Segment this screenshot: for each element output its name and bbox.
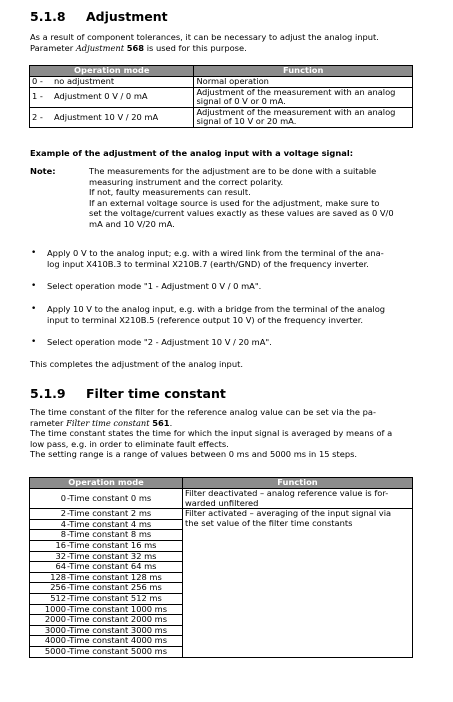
bullet-dot-icon: •	[31, 281, 37, 291]
table-row	[30, 87, 413, 107]
mode-code: 64	[55, 561, 67, 572]
mode-cell	[30, 636, 183, 647]
bullet-item	[0, 248, 453, 270]
note-line: If not, faulty measurements can result.	[89, 187, 251, 198]
bullet-item	[0, 337, 453, 349]
header-operation-mode: Operation mode	[30, 478, 183, 489]
function-cell-deactivated	[183, 489, 413, 509]
mode-label: -Time constant 0 ms	[67, 492, 152, 503]
mode-cell	[30, 572, 183, 583]
function-cell	[194, 107, 413, 127]
bullet-text	[47, 337, 413, 348]
text-fragment: .	[169, 417, 173, 428]
mode-label: -Time constant 8 ms	[67, 529, 152, 540]
mode-code: 0	[60, 492, 67, 503]
table-header-row	[30, 66, 413, 77]
header-function: Function	[194, 66, 413, 77]
parameter-number: 568	[126, 42, 145, 53]
table-row	[30, 107, 413, 127]
mode-label: -Time constant 2 ms	[67, 508, 152, 519]
bullet-dot-icon: •	[31, 304, 37, 314]
header-function: Function	[183, 478, 413, 489]
mode-label: -Time constant 4000 ms	[67, 635, 168, 646]
mode-cell	[30, 604, 183, 615]
mode-cell	[30, 489, 183, 509]
function-line: signal of 10 V or 20 mA.	[196, 116, 297, 127]
mode-label: -Time constant 5000 ms	[67, 645, 168, 656]
mode-label: -Time constant 32 ms	[67, 550, 157, 561]
mode-code: 512	[50, 592, 67, 603]
note-label: Note:	[30, 166, 56, 176]
text-fragment: rameter	[30, 417, 67, 428]
mode-code: 256	[50, 582, 67, 593]
function-line: signal of 0 V or 0 mA.	[196, 96, 286, 107]
mode-label: no adjustment	[52, 77, 194, 88]
bullet-line: Apply 10 V to the analog input, e.g. with a bridge from the terminal of the analog	[47, 304, 386, 314]
paragraph-line: low pass, e.g. in order to eliminate fault effects.	[30, 438, 229, 449]
filter-table-body	[30, 489, 413, 658]
mode-cell	[30, 615, 183, 626]
text-fragment: is used for this purpose.	[144, 42, 247, 53]
bullet-line: Select operation mode "2 - Adjustment 10 V / 20 mA".	[47, 337, 272, 347]
filter-time-constant-table	[29, 477, 413, 658]
bullet-line: input to terminal X210B.5 (reference output 10 V) of the frequency inverter.	[47, 314, 364, 325]
section-number: 5.1.9	[30, 386, 66, 401]
bullet-text	[47, 248, 413, 269]
bullet-dot-icon: •	[31, 248, 37, 258]
mode-cell	[30, 509, 183, 520]
mode-cell	[30, 530, 183, 541]
mode-cell	[30, 593, 183, 604]
mode-cell	[30, 540, 183, 551]
paragraph-line: The time constant of the filter for the reference analog value can be set via the pa-	[30, 407, 376, 417]
filter-description	[30, 407, 435, 460]
function-line: Normal operation	[196, 76, 269, 86]
note-line: The measurements for the adjustment are to be done with a suitable	[89, 166, 377, 176]
mode-code: 2 -	[30, 107, 53, 127]
mode-label: Adjustment 10 V / 20 mA	[52, 107, 194, 127]
mode-code: 1 -	[30, 87, 53, 107]
paragraph-line	[30, 418, 435, 429]
note-line: mA and 10 V/20 mA.	[89, 218, 175, 229]
table-row	[30, 509, 413, 520]
mode-code: 8	[60, 529, 67, 540]
mode-cell	[30, 562, 183, 573]
table-row	[30, 77, 413, 88]
section-heading-adjustment	[30, 9, 168, 24]
mode-label: -Time constant 256 ms	[67, 582, 162, 593]
intro-line	[30, 43, 430, 54]
parameter-number: 561	[152, 417, 170, 428]
mode-code: 128	[50, 571, 67, 582]
mode-label: -Time constant 3000 ms	[67, 624, 168, 635]
mode-cell	[30, 519, 183, 530]
mode-label: -Time constant 4 ms	[67, 518, 152, 529]
bullet-text	[47, 304, 413, 325]
function-line: Adjustment of the measurement with an analog	[196, 106, 396, 117]
table-header-row	[30, 478, 413, 489]
section-title: Filter time constant	[86, 386, 226, 401]
table-row	[30, 489, 413, 509]
mode-code: 2000	[44, 614, 67, 625]
function-cell-activated	[183, 509, 413, 657]
mode-code: 2	[60, 508, 67, 519]
mode-code: 1000	[44, 603, 67, 614]
example-heading: Example of the adjustment of the analog input with a voltage signal:	[30, 148, 354, 158]
mode-label: -Time constant 16 ms	[67, 539, 157, 550]
mode-label: -Time constant 2000 ms	[67, 614, 168, 625]
section-intro	[30, 32, 430, 53]
function-line: Filter activated – averaging of the input signal via	[185, 508, 392, 519]
bullet-line: log input X410B.3 to terminal X210B.7 (earth/GND) of the frequency inverter.	[47, 258, 369, 269]
function-line: Filter deactivated – analog reference value is for-	[185, 488, 389, 498]
function-line: the set value of the filter time constants	[185, 517, 353, 528]
mode-code: 4000	[44, 635, 67, 646]
note-line: measuring instrument and the correct polarity.	[89, 176, 284, 187]
mode-label: -Time constant 1000 ms	[67, 603, 168, 614]
bullet-item	[0, 281, 453, 293]
parameter-name: Filter time constant	[66, 417, 150, 428]
mode-cell	[30, 646, 183, 657]
section-title: Adjustment	[86, 9, 168, 24]
mode-code: 4	[60, 518, 67, 529]
mode-label: Adjustment 0 V / 0 mA	[52, 87, 194, 107]
adjustment-table	[29, 65, 413, 128]
function-cell	[194, 77, 413, 88]
function-line: warded unfiltered	[185, 497, 259, 508]
mode-label: -Time constant 128 ms	[67, 571, 162, 582]
paragraph-line: The time constant states the time for which the input signal is averaged by means of a	[30, 428, 393, 439]
mode-cell	[30, 551, 183, 562]
mode-label: -Time constant 512 ms	[67, 592, 162, 603]
section-number: 5.1.8	[30, 9, 66, 24]
mode-label: -Time constant 64 ms	[67, 561, 157, 572]
bullet-dot-icon: •	[31, 337, 37, 347]
mode-cell	[30, 583, 183, 594]
bullet-line: Select operation mode "1 - Adjustment 0 V / 0 mA".	[47, 281, 262, 291]
bullet-text	[47, 281, 413, 292]
section-heading-filter	[30, 386, 226, 401]
mode-code: 16	[55, 539, 67, 550]
paragraph-line: The setting range is a range of values between 0 ms and 5000 ms in 15 steps.	[30, 449, 358, 460]
mode-code: 3000	[44, 624, 67, 635]
mode-code: 32	[55, 550, 67, 561]
note-text	[89, 166, 419, 230]
mode-cell	[30, 625, 183, 636]
completion-text: This completes the adjustment of the analog input.	[30, 359, 243, 369]
text-fragment: Parameter	[30, 42, 76, 53]
bullet-item	[0, 304, 453, 326]
mode-code: 0 -	[30, 77, 53, 88]
note-line: set the voltage/current values exactly as these values are saved as 0 V/0	[89, 208, 394, 219]
mode-code: 5000	[44, 645, 67, 656]
parameter-name: Adjustment	[75, 42, 125, 53]
intro-line: As a result of component tolerances, it can be necessary to adjust the analog input.	[30, 32, 379, 42]
function-cell	[194, 87, 413, 107]
note-line: If an external voltage source is used for the adjustment, make sure to	[89, 197, 380, 208]
function-line: Adjustment of the measurement with an analog	[196, 86, 396, 97]
header-operation-mode: Operation mode	[30, 66, 194, 77]
bullet-line: Apply 0 V to the analog input; e.g. with a wired link from the terminal of the ana-	[47, 248, 384, 258]
